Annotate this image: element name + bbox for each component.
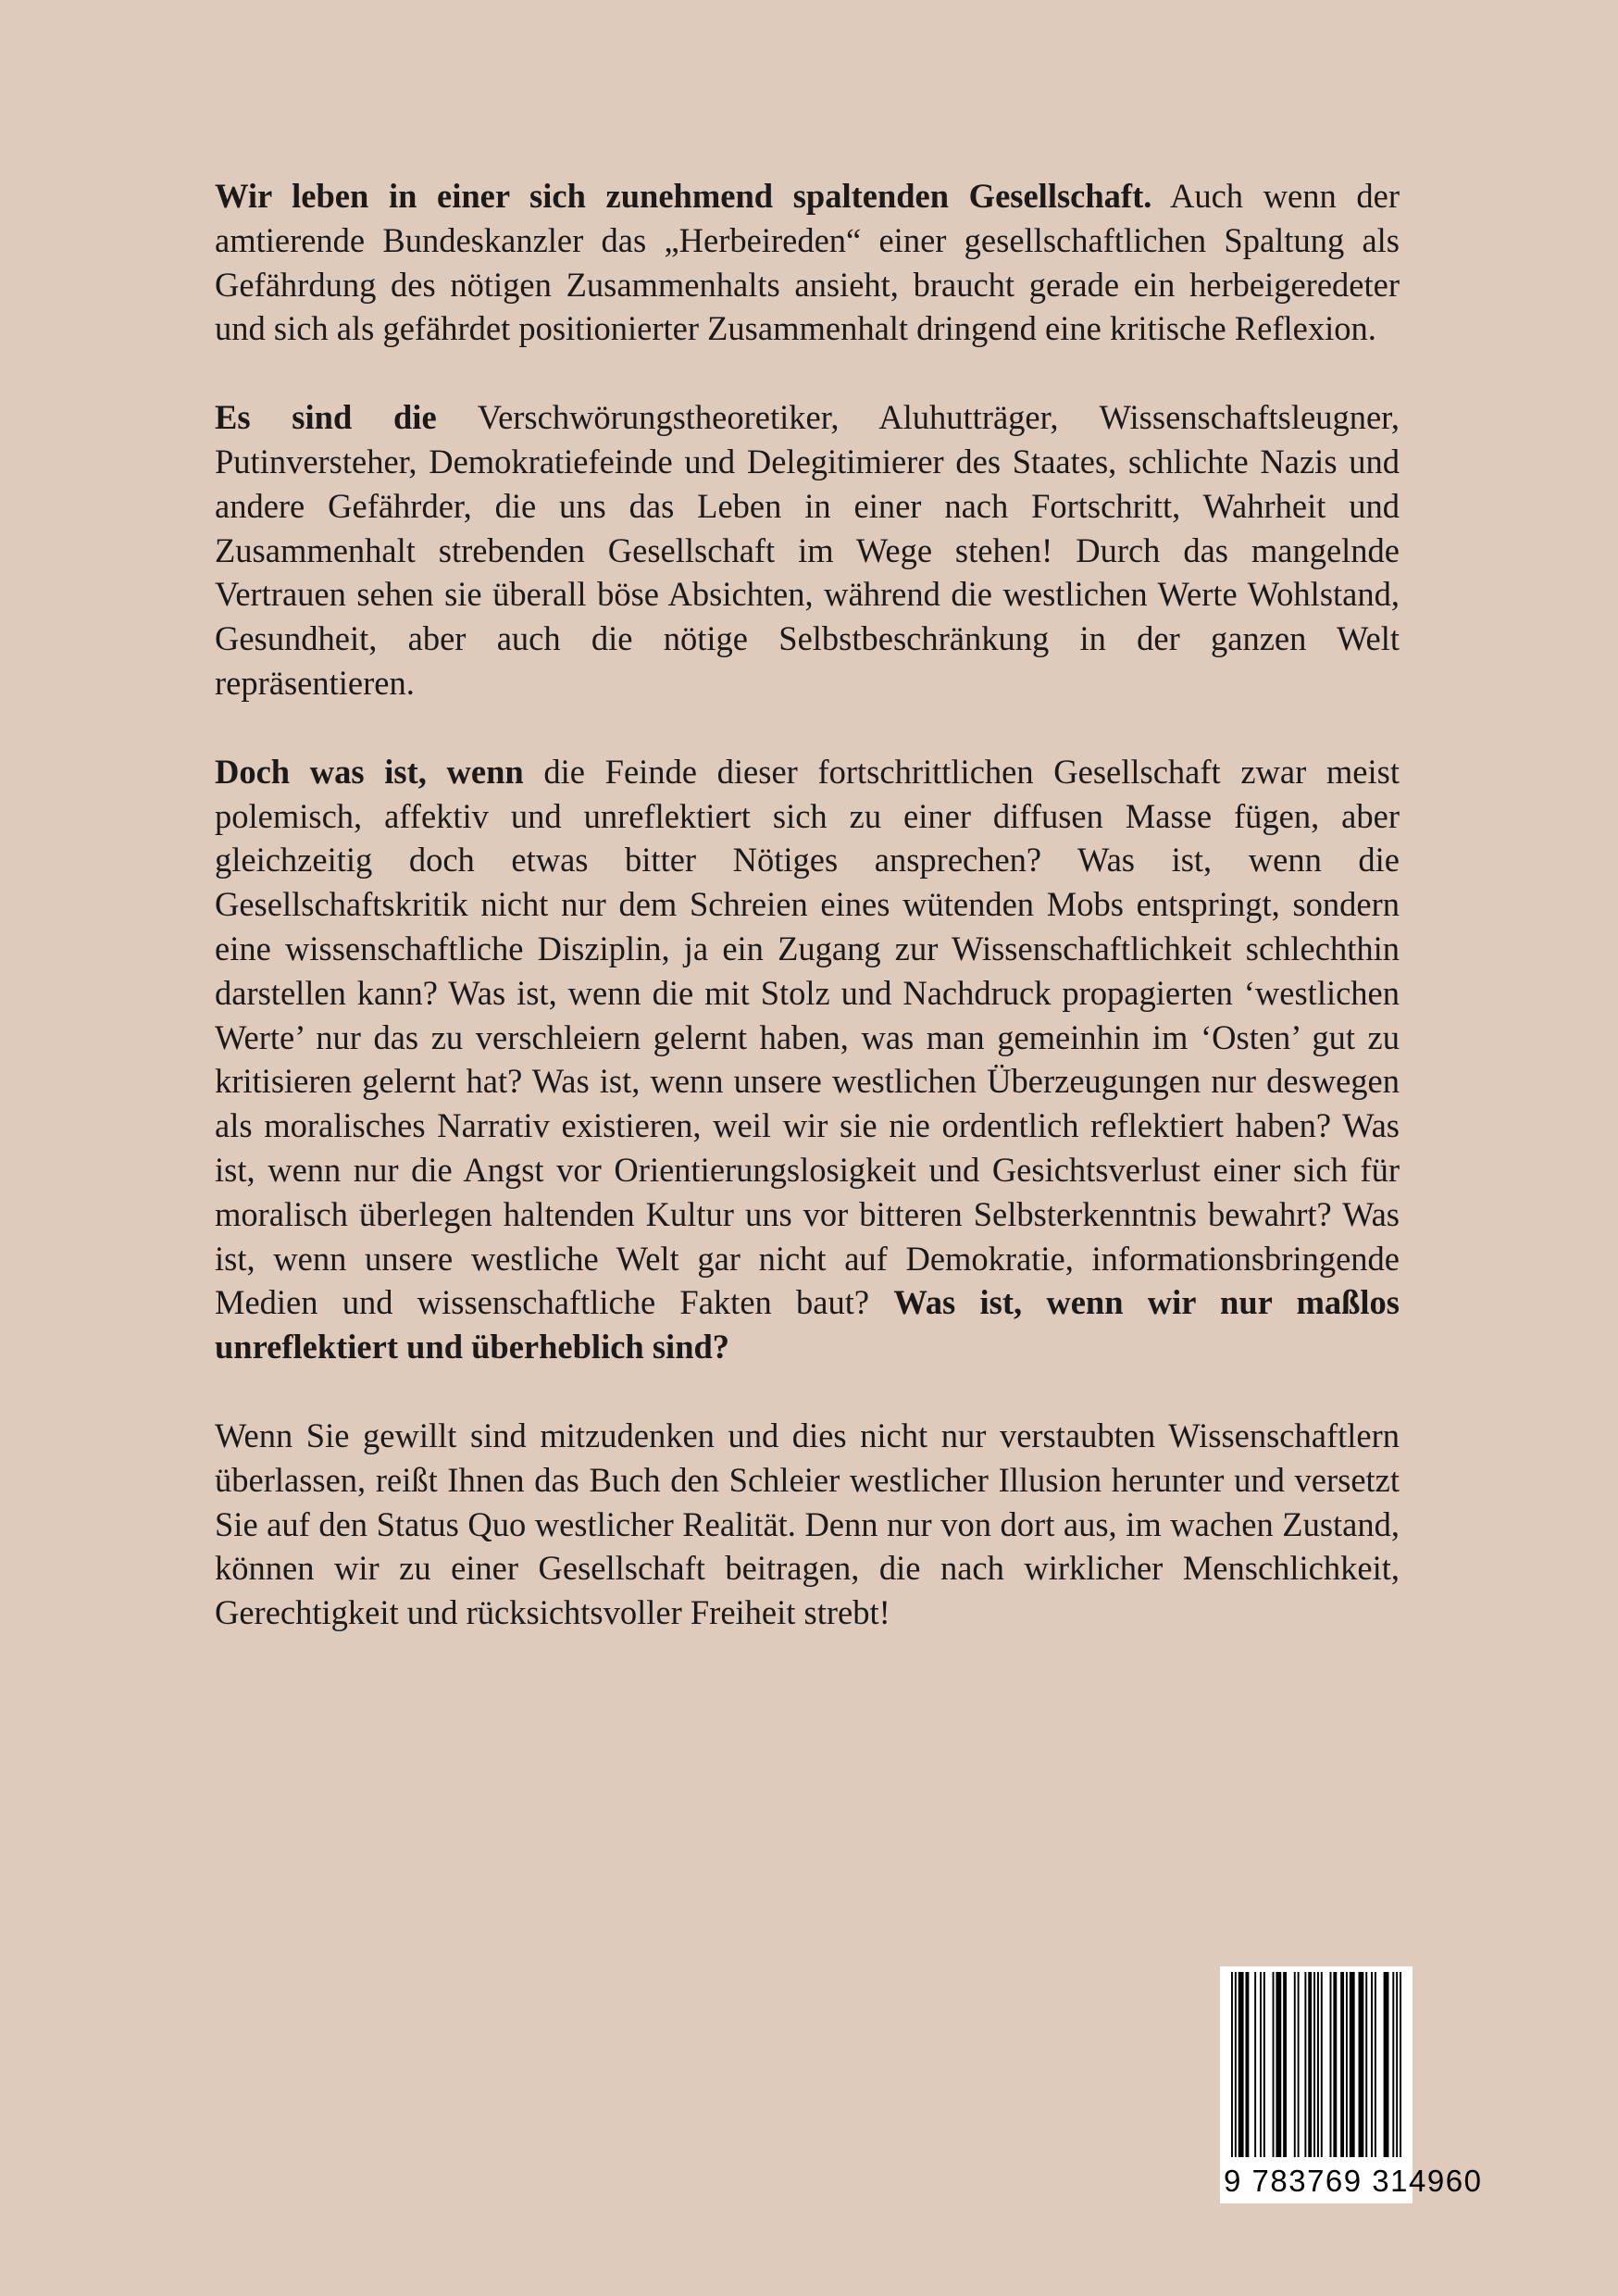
barcode-bar-5 <box>1260 1972 1262 2157</box>
barcode-bar-15 <box>1317 1972 1319 2157</box>
barcode-bar-28 <box>1396 1972 1398 2157</box>
barcode-bar-18 <box>1333 1972 1337 2157</box>
barcode-bar-3 <box>1245 1972 1249 2157</box>
barcode-bar-14 <box>1313 1972 1315 2157</box>
barcode-bar-23 <box>1365 1972 1367 2157</box>
barcode-bar-20 <box>1346 1972 1348 2157</box>
barcode-bar-17 <box>1330 1972 1332 2157</box>
barcode-bar-25 <box>1375 1972 1376 2157</box>
barcode-bar-13 <box>1308 1972 1312 2157</box>
paragraph-2-body: Verschwörungstheoretiker, Aluhutträger, Wissenschaftsleugner, Putinversteher, Demokratiefeinde und Delegitimierer des Staates, schlichte Nazis und andere Gefährder, die uns das Leben in einer nach Fortschritt, Wahrheit und Zusammenhalt strebenden Gesellschaft im Wege stehen! Durch das mangelnde Vertrauen sehen sie überall böse Absichten, während die westlichen Werte Wohlstand, Gesundheit, aber auch die nötige Selbstbeschränkung in der ganzen Welt repräsentieren. <box>215 398 1400 702</box>
barcode-bar-2 <box>1238 1972 1244 2157</box>
paragraph-2-lead: Es sind die <box>215 398 437 437</box>
paragraph-3-tail: Was ist, wenn wir nur maßlos unreflektiert und überheblich sind? <box>215 1283 1400 1366</box>
barcode-bar-11 <box>1298 1972 1300 2157</box>
isbn-number: 9 783769 314960 <box>1224 2164 1483 2198</box>
paragraph-1-body: Auch wenn der amtierende Bundeskanzler das „Herbeireden“ einer gesellschaftlichen Spaltung als Gefährdung des nötigen Zusammenhalts ansieht, braucht gerade ein herbeigeredeter und sich als gefährdet positionierter Zusammenhalt dringend eine kritische Reflexion. <box>215 177 1400 348</box>
barcode-bar-16 <box>1321 1972 1323 2157</box>
barcode-bar-24 <box>1371 1972 1373 2157</box>
barcode-bar-1 <box>1235 1972 1237 2157</box>
barcode-bar-8 <box>1276 1972 1281 2157</box>
barcode-bar-21 <box>1350 1972 1355 2157</box>
barcode-bar-9 <box>1283 1972 1287 2157</box>
barcode-bar-7 <box>1273 1972 1275 2157</box>
paragraph-2 <box>215 395 1400 705</box>
paragraph-3 <box>215 750 1400 1369</box>
barcode-bar-6 <box>1263 1972 1265 2157</box>
paragraph-4-body: Wenn Sie gewillt sind mitzudenken und dies nicht nur verstaubten Wissenschaftlern überlassen, reißt Ihnen das Buch den Schleier westlicher Illusion herunter und versetzt Sie auf den Status Quo westlicher Realität. Denn nur von dort aus, im wachen Zustand, können wir zu einer Gesellschaft beitragen, die nach wirklicher Menschlichkeit, Gerechtigkeit und rücksichtsvoller Freiheit strebt! <box>215 1416 1400 1632</box>
paragraph-3-lead: Doch was ist, wenn <box>215 752 524 791</box>
paragraph-1-lead: Wir leben in einer sich zunehmend spaltenden Gesellschaft. <box>215 177 1152 215</box>
barcode-bar-22 <box>1359 1972 1364 2157</box>
barcode-bar-29 <box>1400 1972 1401 2157</box>
paragraph-4 <box>215 1414 1400 1635</box>
barcode-bar-12 <box>1304 1972 1306 2157</box>
barcode-bar-26 <box>1384 1972 1389 2157</box>
paragraph-1 <box>215 174 1400 351</box>
barcode-bar-0 <box>1231 1972 1233 2157</box>
barcode-bar-19 <box>1340 1972 1344 2157</box>
blurb-text <box>215 174 1400 1679</box>
barcode-bar-4 <box>1254 1972 1256 2157</box>
isbn-barcode <box>1220 1966 1483 2203</box>
paragraph-3-body: die Feinde dieser fortschrittlichen Gesellschaft zwar meist polemisch, affektiv und unreflektiert sich zu einer diffusen Masse fügen, aber gleichzeitig doch etwas bitter Nötiges ansprechen? Was ist, wenn die Gesellschaftskritik nicht nur dem Schreien eines wütenden Mobs entspringt, sondern eine wissenschaftliche Disziplin, ja ein Zugang zur Wissenschaftlichkeit schlechthin darstellen kann? Was ist, wenn die mit Stolz und Nachdruck propagierten ‘westlichen Werte’ nur das zu verschleiern gelernt haben, was man gemeinhin im ‘Osten’ gut zu kritisieren gelernt hat? Was ist, wenn unsere westlichen Überzeugungen nur deswegen als moralisches Narrativ existieren, weil wir sie nie ordentlich reflektiert haben? Was ist, wenn nur die Angst vor Orientierungslosigkeit und Gesichtsverlust einer sich für moralisch überlegen haltenden Kultur uns vor bitteren Selbsterkenntnis bewahrt? Was ist, wenn unsere westliche Welt gar nicht auf Demokratie, informationsbringende Medien und wissenschaftliche Fakten baut? <box>215 752 1400 1322</box>
barcode-bar-27 <box>1392 1972 1394 2157</box>
barcode-bar-10 <box>1294 1972 1296 2157</box>
